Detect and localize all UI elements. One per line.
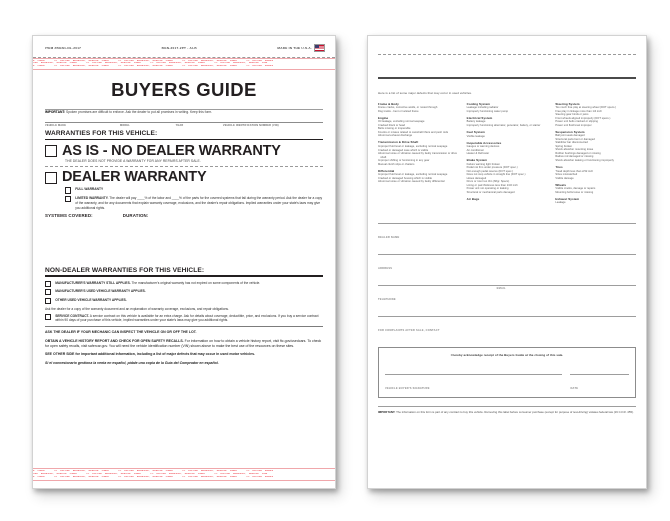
important-notice-back xyxy=(378,406,636,414)
limited-warranty-row[interactable] xyxy=(65,196,323,210)
defect-item: Visible damage xyxy=(555,176,574,180)
defect-item: Dog tracks - bent or twisted frame xyxy=(378,109,419,113)
non-dealer-item-row[interactable] xyxy=(45,289,323,295)
defect-item: Spring broken xyxy=(555,144,573,148)
field-label-email: EMAIL xyxy=(496,286,506,290)
defect-item: Not enough pedal reserve (DOT spec.) xyxy=(466,169,514,173)
defect-item: Mounting bolts loose or missing xyxy=(555,190,594,194)
page-title: BUYERS GUIDE xyxy=(111,79,257,101)
defect-item: Battery leakage xyxy=(466,120,486,124)
field-label-year[interactable]: YEAR xyxy=(176,122,223,127)
acknowledgement-text: I hereby acknowledge receipt of the Buyers Guide at the closing of this sale. xyxy=(450,352,564,357)
defect-item: Visible cracks, damage or repairs xyxy=(555,187,596,191)
defect-group-title: Cooling System xyxy=(466,101,490,106)
defect-group-title: Tires xyxy=(555,164,563,169)
defect-item: Cracked or damaged housing which is visible xyxy=(378,176,433,180)
checkbox-dealer-warranty[interactable] xyxy=(45,172,57,184)
statement-bold: SEE OTHER SIDE for important additional information, including a list of major defects that may occur in used motor vehicles. xyxy=(45,352,256,357)
defect-group-title: Engine xyxy=(378,115,389,120)
defect-item: Cracked or damaged case which is visible xyxy=(378,148,429,152)
important-notice-text: The information on this form is part of any contract to buy this vehicle. Removing this label before consumer purchase (except for purpose of test-driving) violates federal law (16 C.F.R. 455). xyxy=(395,409,634,414)
defect-item: Free play in linkage more than 1/4 inch xyxy=(555,109,602,113)
statement-bold: OBTAIN A VEHICLE HISTORY REPORT AND CHECK FOR OPEN SAFETY RECALLS. xyxy=(45,338,184,343)
adhesive-liner-strip-bottom xyxy=(33,468,335,481)
defect-item: Abnormal noise or vibration caused by faulty transmission or drive shaft xyxy=(378,152,457,159)
defect-item: Cracked block or head xyxy=(378,123,406,127)
dealer-warranty-label: DEALER WARRANTY xyxy=(62,169,207,186)
adhesive-liner-strip-top xyxy=(33,58,335,71)
defect-item: Improperly functioning water pump xyxy=(466,109,509,113)
non-dealer-heading: NON-DEALER WARRANTIES FOR THIS VEHICLE: xyxy=(45,266,205,274)
defect-item: Radius rod damaged or missing xyxy=(555,155,594,159)
checkbox-other-used-vehicle-warranty[interactable] xyxy=(45,298,51,304)
defect-item: Structural or mechanical parts damaged xyxy=(466,190,515,194)
defect-item: Improper shifting or functioning in any gear xyxy=(378,159,430,163)
statement-spanish xyxy=(45,361,323,366)
as-is-label: AS IS - NO DEALER WARRANTY xyxy=(62,142,281,159)
non-dealer-ask-note: Ask the dealer for a copy of the warranty document and an explanation of warranty coverage, exclusions, and repair obligations. xyxy=(45,306,229,311)
form-code: BGN-2017-2PT - AI-B xyxy=(161,45,197,50)
non-dealer-item-title: OTHER USED VEHICLE WARRANTY APPLIES. xyxy=(55,297,127,302)
defect-item: Ball joint seals damaged xyxy=(555,134,585,138)
limited-warranty-text: The dealer will pay ____% of the labor and ____% of the parts for the covered systems that fail during the warranty period. Ask the dealer for a copy of the warranty, and for any documents that explain warranty coverage, exclusions, and the dealer's repair obligations. Implied warranties under your state's laws may give you additional rights. xyxy=(75,196,323,210)
field-label: DATE xyxy=(570,386,579,390)
defect-item: Shock absorber leaking or functioning improperly xyxy=(555,158,614,162)
defect-item: Hoses damaged xyxy=(466,176,487,180)
defect-item: Drum or rotor too thin (Mfgr. Specs) xyxy=(466,180,510,184)
made-in-usa xyxy=(277,44,325,52)
field-label: ADDRESS xyxy=(378,266,393,270)
vehicle-info-row xyxy=(45,122,323,127)
full-warranty-label: FULL WARRANTY xyxy=(75,187,104,192)
buyers-guide-page-front xyxy=(32,35,336,489)
as-is-subtext: THE DEALER DOES NOT PROVIDE A WARRANTY FOR ANY REPAIRS AFTER SALE. xyxy=(65,159,201,164)
defects-column-3 xyxy=(555,102,636,205)
defect-item: Heater & Defroster xyxy=(466,152,490,156)
statement-mechanic-inspect xyxy=(45,330,323,335)
defect-item: Leakage including radiator xyxy=(466,106,499,110)
checkbox-as-is[interactable] xyxy=(45,145,57,157)
made-in-usa-label: MADE IN THE U.S.A. xyxy=(277,45,312,50)
defect-group-title: Frame & Body xyxy=(378,101,399,106)
divider-thick xyxy=(45,275,323,276)
perforation-line-top xyxy=(378,54,636,55)
statement-see-other-side xyxy=(45,352,323,357)
non-dealer-warranties-section xyxy=(45,267,323,323)
defect-item: Improper fluid level or leakage, excluding normal seepage xyxy=(378,173,448,177)
defect-item: Structural parts bent or damaged xyxy=(555,137,595,141)
defect-item: Failure warning light broken xyxy=(466,162,500,166)
defect-item: Rubber bushings damaged or missing xyxy=(555,151,601,155)
divider xyxy=(45,326,323,327)
defect-group-title: Transmission & Drive Shaft xyxy=(378,140,419,145)
defect-group-title: Inoperable Accessories xyxy=(466,140,502,145)
adhesive-liner-line: E LINER TO EXPOSE ADHESIVE, REMOVE LINER TO EXPOSE ADHESIVE, REMOVE LINER TO EXPOSE ADHESIVE, REMOVE LINER TO EXPOSE ADHES xyxy=(33,65,274,68)
non-dealer-item-row[interactable] xyxy=(45,281,323,287)
important-notice-label: IMPORTANT: xyxy=(45,110,66,115)
field-label: VEHICLE BUYER'S SIGNATURE xyxy=(385,386,430,390)
as-is-option-row[interactable] xyxy=(45,144,323,159)
defect-item: Does not stop vehicle in straight line (DOT spec.) xyxy=(466,173,526,177)
non-dealer-item-row[interactable] xyxy=(45,298,323,304)
field-buyer-signature[interactable] xyxy=(385,374,562,394)
adhesive-liner-line: E LINER TO EXPOSE ADHESIVE, REMOVE LINER TO EXPOSE ADHESIVE, REMOVE LINER TO EXPOSE ADHESIVE, REMOVE LINER TO EXPOSE ADHES xyxy=(33,476,274,479)
service-contract-title: SERVICE CONTRACT. xyxy=(55,313,90,318)
field-label-vehicle-make[interactable]: VEHICLE MAKE xyxy=(45,122,120,127)
field-dealer-name[interactable] xyxy=(378,223,636,243)
dealer-contact-fields xyxy=(378,223,636,336)
field-label: DEALER NAME xyxy=(378,235,400,239)
duration-label[interactable]: DURATION: xyxy=(122,212,149,218)
defect-group-title: Air Bags xyxy=(466,197,480,202)
item-number: ITEM #BGN1-NL-2017 xyxy=(45,45,82,50)
defects-intro: Here is a list of some major defects that may occur in used vehicles. xyxy=(378,90,472,95)
systems-covered-label[interactable]: SYSTEMS COVERED: xyxy=(45,212,93,218)
non-dealer-item-title: MANUFACTURER'S USED VEHICLE WARRANTY APPLIES. xyxy=(55,289,146,294)
defect-group-title: Exhaust System xyxy=(555,196,580,201)
defect-item: Frame cracks, corrective welds, or rusted through xyxy=(378,106,438,110)
defect-group-title: Electrical System xyxy=(466,115,493,120)
signature-writing-area[interactable] xyxy=(385,357,629,374)
field-label-model[interactable]: MODEL xyxy=(120,122,176,127)
checkbox-manufacturer-warranty-applies[interactable] xyxy=(45,281,51,287)
defect-item: Abnormal exhaust discharge xyxy=(378,134,413,138)
warranties-heading: WARRANTIES FOR THIS VEHICLE: xyxy=(45,130,158,138)
checkbox-full-warranty[interactable] xyxy=(65,187,71,193)
defect-item: Tread depth less than 2/32 inch xyxy=(555,169,594,173)
divider-dashed xyxy=(45,166,323,167)
defect-item: Abnormal noise or vibration caused by faulty differential xyxy=(378,180,445,184)
adhesive-liner-line: E LINER TO EXPOSE ADHESIVE, REMOVE LINER TO EXPOSE ADHESIVE, REMOVE LINER TO EXPOSE ADHESIVE, REMOVE LINER TO EXPOSE ADHES xyxy=(33,59,274,62)
service-contract-row[interactable] xyxy=(45,314,323,323)
defect-item: Shock absorber mounting loose xyxy=(555,148,594,152)
limited-warranty-label: LIMITED WARRANTY. xyxy=(75,196,109,201)
divider-thick xyxy=(45,139,323,140)
defect-item: Manual clutch slips or chatters xyxy=(378,162,415,166)
defect-group-title: Brake System xyxy=(466,158,488,163)
defect-item: Front wheels aligned improperly (DOT specs.) xyxy=(555,116,611,120)
defect-item: Air conditioner xyxy=(466,148,485,152)
adhesive-liner-line: OSE ADHESIVE, REMOVE LINER TO EXPOSE ADHESIVE, REMOVE LINER TO EXPOSE ADHESIVE, REMOVE LINER TO EXPOSE ADHESIVE, REMOVE LINE xyxy=(33,62,268,65)
defect-item: Stabilizer bar disconnected xyxy=(555,141,588,145)
important-notice-text: Spoken promises are difficult to enforce. Ask the dealer to put all promises in writing. Keep this form. xyxy=(66,110,213,115)
defect-item: Too much free play at steering wheel (DOT specs.) xyxy=(555,106,617,110)
defect-item: Sizes mismatched xyxy=(555,173,578,177)
buyers-guide-page-back xyxy=(367,35,647,489)
defect-item: Visible leakage xyxy=(466,134,485,138)
field-date[interactable] xyxy=(570,374,629,394)
defect-group-title: Suspension System xyxy=(555,129,585,134)
defect-item: Lining or pad thickness less than 1/32 inch xyxy=(466,183,518,187)
defect-item: Oil leakage, excluding normal seepage xyxy=(378,120,425,124)
checkbox-manufacturer-used-vehicle-warranty[interactable] xyxy=(45,289,51,295)
non-dealer-item-title: MANUFACTURER'S WARRANTY STILL APPLIES. xyxy=(55,280,131,285)
defect-group-title: Differential xyxy=(378,168,395,173)
adhesive-liner-line: E LINER TO EXPOSE ADHESIVE, REMOVE LINER TO EXPOSE ADHESIVE, REMOVE LINER TO EXPOSE ADHESIVE, REMOVE LINER TO EXPOSE ADHES xyxy=(33,470,274,473)
field-label: FOR COMPLAINTS AFTER SALE, CONTACT xyxy=(378,328,440,332)
non-dealer-item-text: The manufacturer's original warranty has not expired on some components of the vehicle. xyxy=(130,280,261,285)
systems-covered-writing-area[interactable] xyxy=(45,218,323,264)
defect-item: Power unit not operating or leaking xyxy=(466,187,509,191)
defect-item: Belts missing or inoperable xyxy=(378,127,411,131)
defect-item: Gauges or warning devices xyxy=(466,145,500,149)
defect-item: Steering gear binds or jams xyxy=(555,113,589,117)
field-label: TELEPHONE xyxy=(378,297,396,301)
important-notice xyxy=(45,110,323,118)
field-complaints-contact[interactable] xyxy=(378,316,636,336)
defect-group-title: Fuel System xyxy=(466,129,485,134)
adhesive-liner-line: OSE ADHESIVE, REMOVE LINER TO EXPOSE ADHESIVE, REMOVE LINER TO EXPOSE ADHESIVE, REMOVE LINER TO EXPOSE ADHESIVE, REMOVE LINE xyxy=(33,473,268,476)
acknowledgement-box xyxy=(378,347,636,398)
defect-item: Power unit belts cracked or slipping xyxy=(555,120,598,124)
statement-bold: Si el concesionario gestiona la venta en español, pídale una copia de la Guía del Comprador en español. xyxy=(45,360,219,365)
service-contract-text: A service contract on this vehicle is available for an extra charge. Ask for details about coverage, deductible, price, and exclusions. If you buy a service contract within 90 days of your purchase of this vehicle, implied warranties under your state's laws may give you additional rights. xyxy=(55,313,319,323)
us-flag-icon xyxy=(314,44,325,52)
signature-row xyxy=(385,374,629,394)
defect-item: Knocks or misses related to camshaft lifters and push rods xyxy=(378,130,449,134)
defect-item: Pedal not firm under pressure (DOT spec.) xyxy=(466,166,518,170)
field-address[interactable] xyxy=(378,254,636,274)
field-telephone-email[interactable] xyxy=(378,285,636,305)
full-warranty-row[interactable] xyxy=(65,187,323,193)
page1-header-bar xyxy=(33,36,335,57)
defects-column-2 xyxy=(467,102,548,205)
important-notice-label: IMPORTANT: xyxy=(378,409,396,414)
statement-vehicle-history xyxy=(45,339,323,349)
defects-columns xyxy=(378,102,636,205)
dealer-warranty-option-row[interactable] xyxy=(45,170,323,185)
defect-item: Improper fluid level or leakage, excluding normal seepage xyxy=(378,145,448,149)
defect-group-title: Wheels xyxy=(555,182,567,187)
field-label-vin[interactable]: VEHICLE IDENTIFICATION NUMBER (VIN) xyxy=(223,122,323,127)
statement-bold: ASK THE DEALER IF YOUR MECHANIC CAN INSPECT THE VEHICLE ON OR OFF THE LOT. xyxy=(45,330,197,335)
defect-item: Power unit fluid level improper xyxy=(555,123,592,127)
divider-thick xyxy=(378,77,636,79)
checkbox-limited-warranty[interactable] xyxy=(65,196,71,202)
defect-group-title: Steering System xyxy=(555,101,580,106)
defect-item: Improperly functioning alternator, generator, battery, or starter xyxy=(466,123,541,127)
statement-regular: For information on how to obtain a vehicle history report, visit ftc.gov/usedcars. To check for open safety recalls, visit safercar.gov. You will need the vehicle identification number (VIN) shown above to make the best use of the resources on these sites. xyxy=(45,338,322,348)
defects-column-1 xyxy=(378,102,459,205)
defect-item: Leakage xyxy=(555,201,566,205)
checkbox-service-contract[interactable] xyxy=(45,314,51,320)
